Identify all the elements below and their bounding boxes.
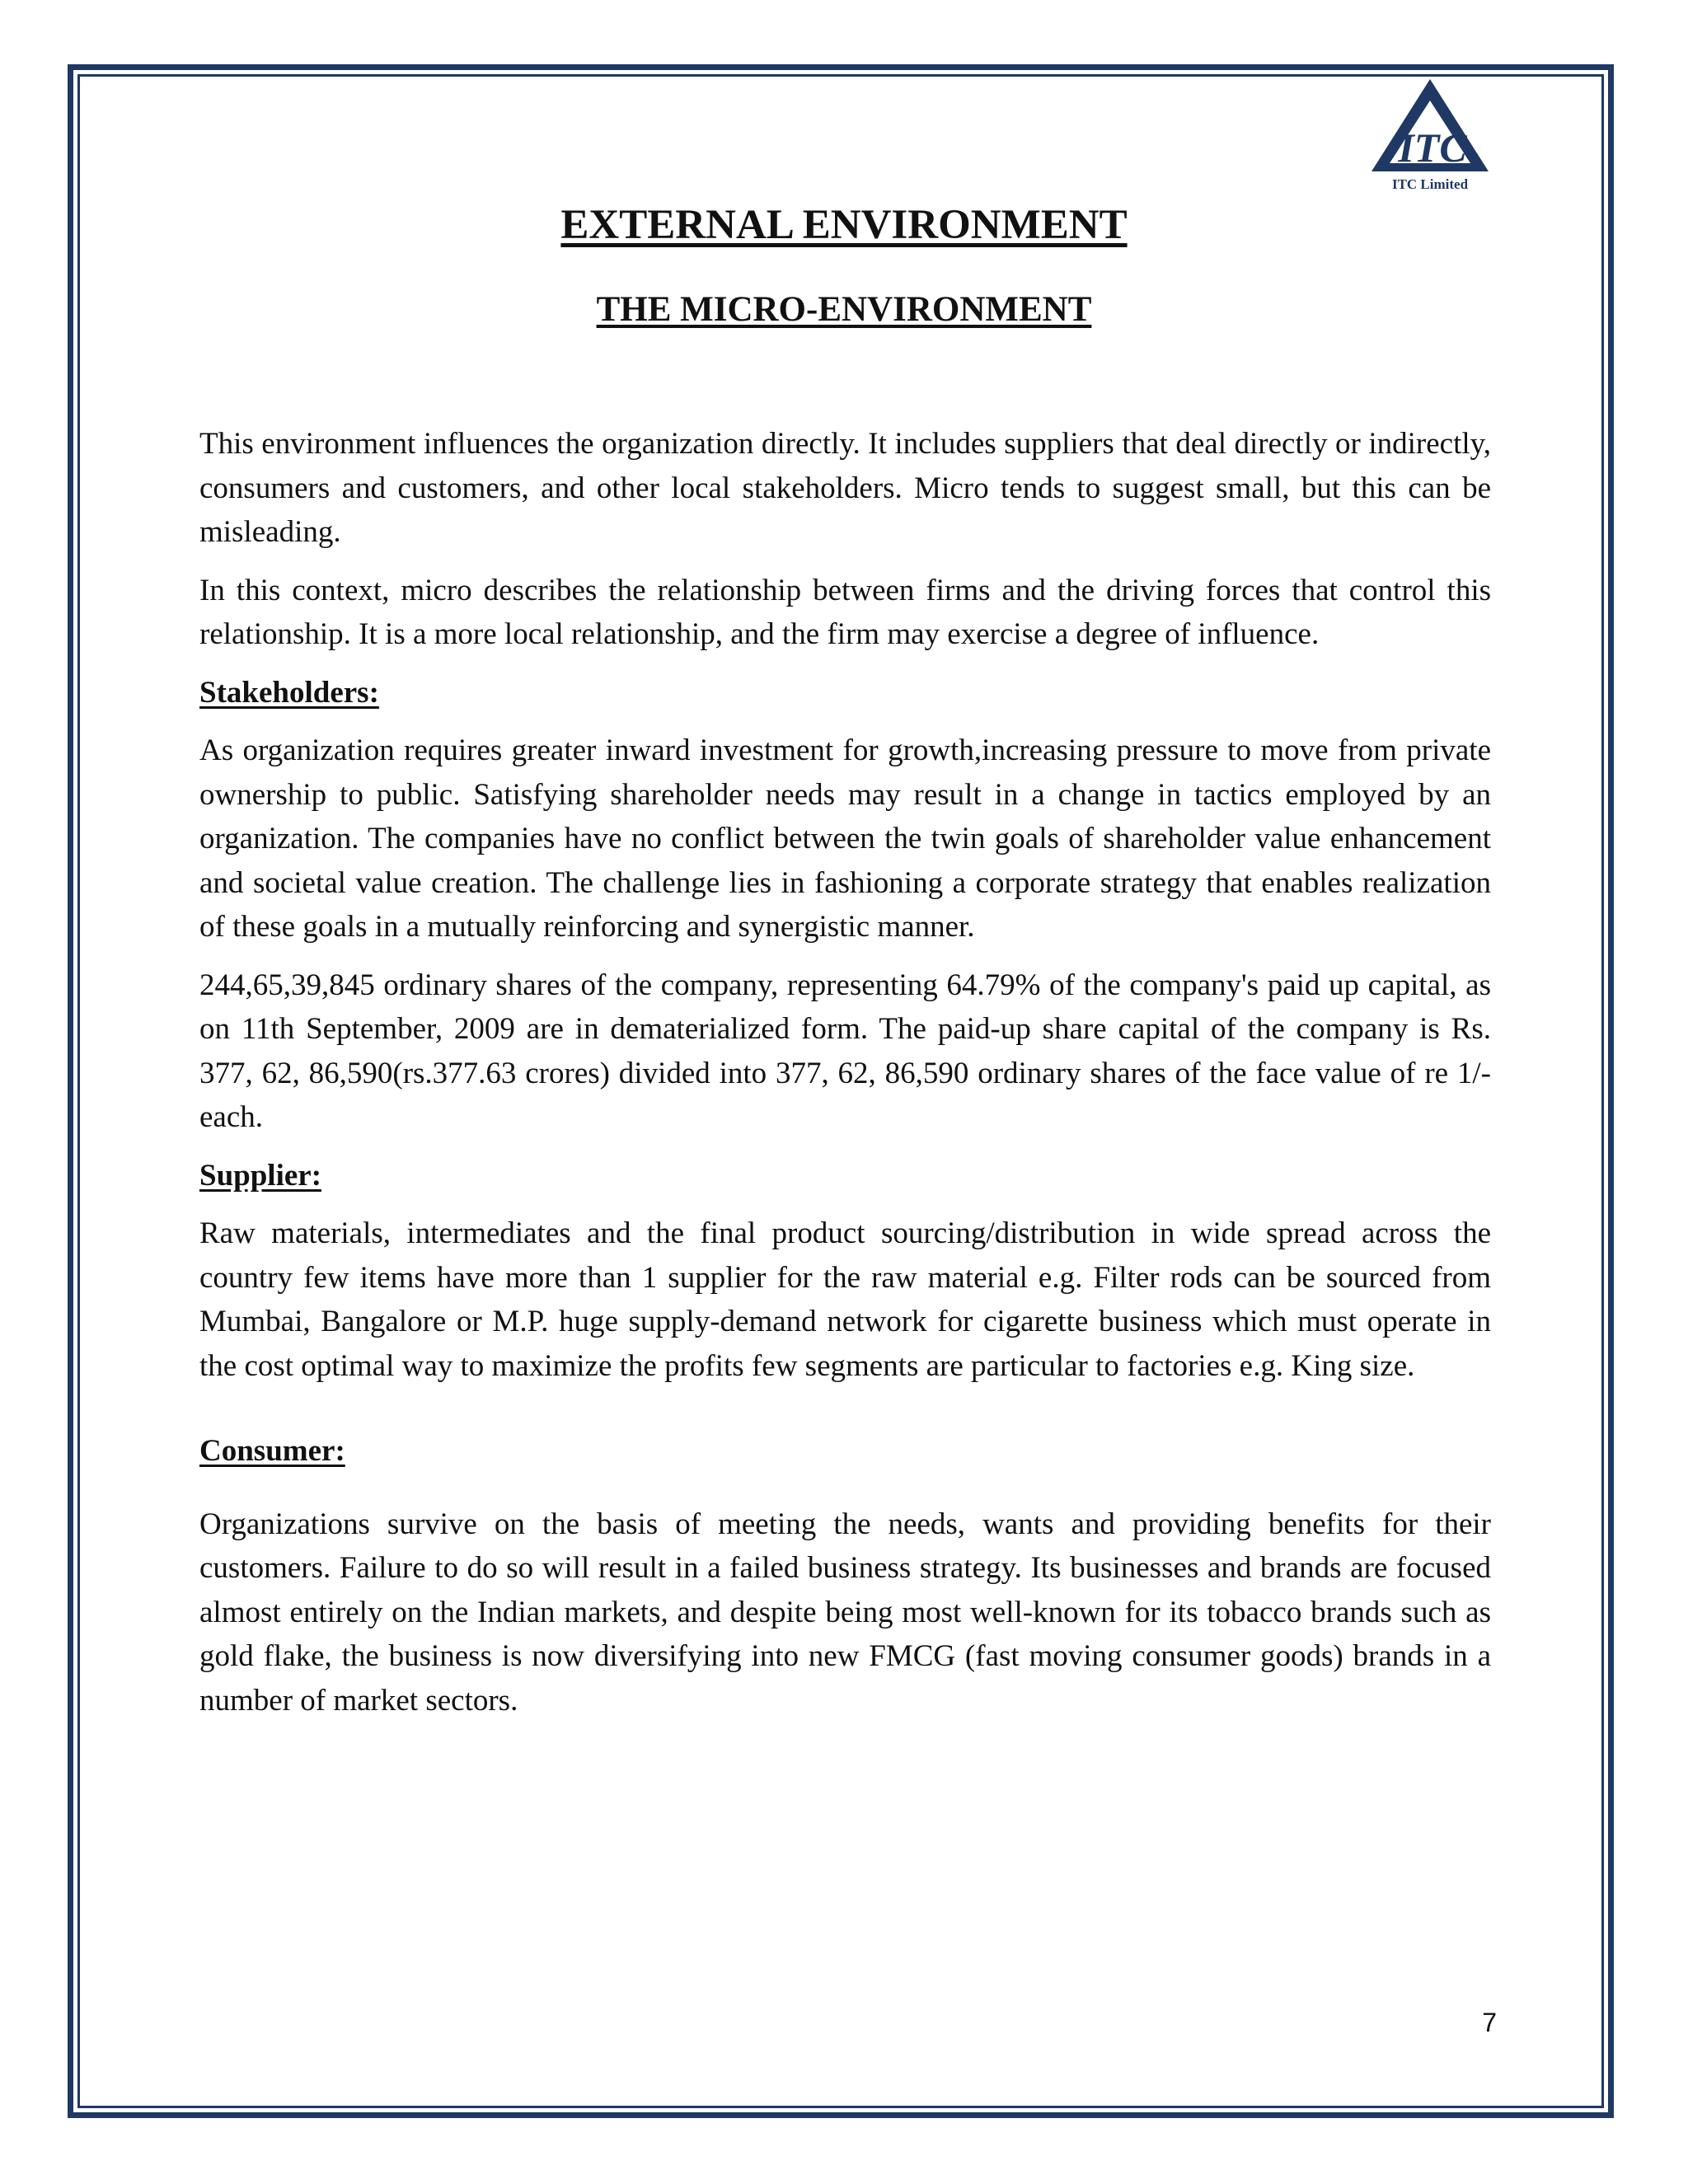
paragraph-intro-2: In this context, micro describes the relationship between firms and the driving forces that control this relationship. It is a more local relationship, and the firm may exercise a degree of influence.	[199, 573, 1491, 651]
body-content	[199, 422, 1491, 1722]
paragraph-consumer-1: Organizations survive on the basis of meeting the needs, wants and providing benefits for their customers. Failure to do so will result in a failed business strategy. Its businesses and brands are focused almost entirely on the Indian markets, and despite being most well-known for its tobacco brands such as gold flake, the business is now diversifying into new FMCG (fast moving consumer goods) brands in a number of market sectors.	[199, 1507, 1491, 1718]
section-heading-consumer: Consumer:	[199, 1434, 345, 1468]
itc-logo	[1368, 76, 1492, 199]
section-heading-stakeholders: Stakeholders:	[199, 675, 379, 710]
logo-text: ITC	[1398, 124, 1467, 171]
paragraph-intro-1: This environment influences the organization directly. It includes suppliers that deal directly or indirectly, consumers and customers, and other local stakeholders. Micro tends to suggest small, but this can be misleading.	[199, 427, 1491, 549]
paragraph-stakeholders-2: 244,65,39,845 ordinary shares of the company, representing 64.79% of the company's paid up capital, as on 11th September, 2009 are in dematerialized form. The paid-up share capital of the company is Rs. 377, 62, 86,590(rs.377.63 crores) divided into 377, 62, 86,590 ordinary shares of the face value of re 1/- each.	[199, 968, 1491, 1134]
paragraph-supplier-1: Raw materials, intermediates and the final product sourcing/distribution in wide spread across the country few items have more than 1 supplier for the raw material e.g. Filter rods can be sourced from Mumbai, Bangalore or M.P. huge supply-demand network for cigarette business which must operate in the cost optimal way to maximize the profits few segments are particular to factories e.g. King size.	[199, 1216, 1491, 1383]
logo-caption: ITC Limited	[1391, 176, 1469, 192]
page-title: EXTERNAL ENVIRONMENT	[560, 202, 1128, 248]
page-number: 7	[1482, 2008, 1497, 2037]
page-subtitle: THE MICRO-ENVIRONMENT	[596, 290, 1092, 329]
paragraph-stakeholders-1: As organization requires greater inward investment for growth,increasing pressure to move from private ownership to public. Satisfying shareholder needs may result in a change in tactics employed by an organization. The companies have no conflict between the twin goals of shareholder value enhancement and societal value creation. The challenge lies in fashioning a corporate strategy that enables realization of these goals in a mutually reinforcing and synergistic manner.	[199, 733, 1491, 944]
section-heading-supplier: Supplier:	[199, 1158, 322, 1193]
itc-logo-icon	[1368, 76, 1492, 183]
